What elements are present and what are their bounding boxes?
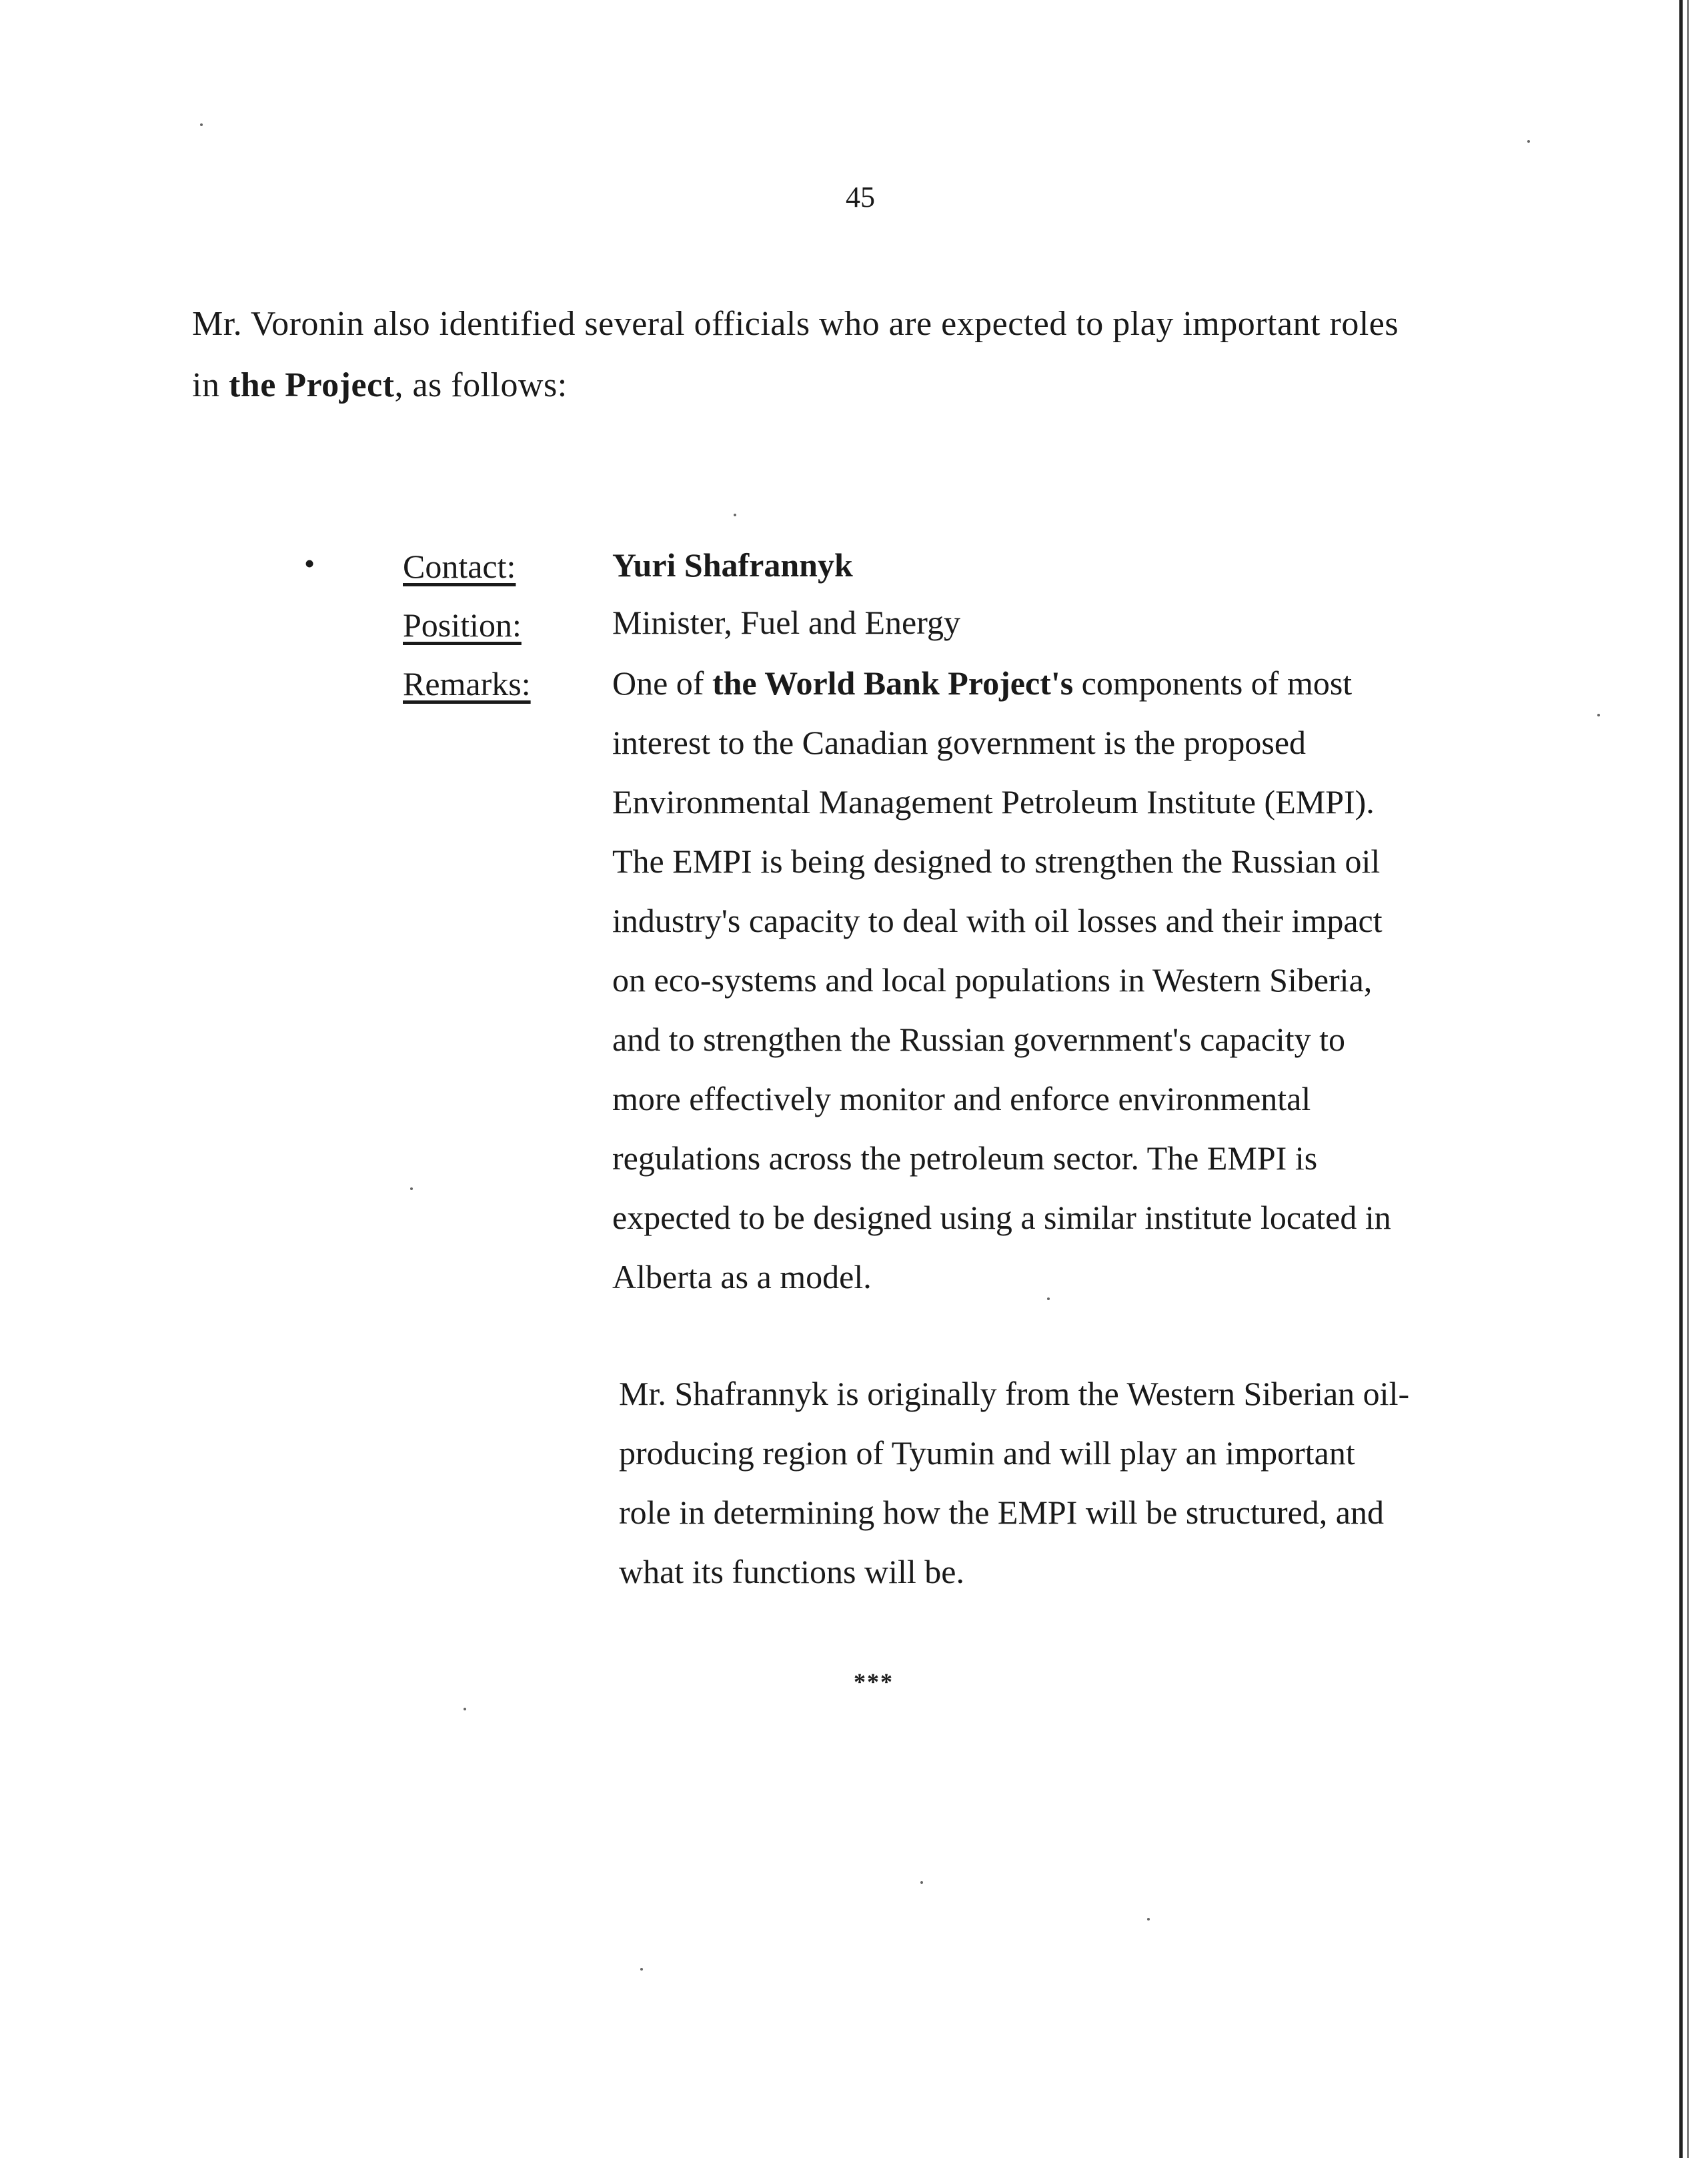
list-bullet: • xyxy=(304,546,315,580)
page-number: 45 xyxy=(846,181,875,213)
remarks-label: Remarks: xyxy=(403,665,531,702)
remarks-text xyxy=(612,654,1559,1307)
intro-line-2-post: , as follows: xyxy=(394,366,568,404)
intro-line-1: Mr. Voronin also identified several officials who are expected to play important roles xyxy=(192,305,1399,343)
contact-label: Contact: xyxy=(403,548,516,585)
para2-line: what its functions will be. xyxy=(619,1553,964,1590)
contact-value: Yuri Shafrannyk xyxy=(612,546,853,584)
remarks-line: more effectively monitor and enforce environmental xyxy=(612,1080,1311,1117)
remarks-line: interest to the Canadian government is the proposed xyxy=(612,724,1307,761)
scan-speck xyxy=(410,1187,413,1190)
remarks-line: industry's capacity to deal with oil losses and their impact xyxy=(612,902,1383,939)
scan-speck xyxy=(1147,1918,1150,1921)
scan-speck xyxy=(640,1968,643,1971)
scan-speck xyxy=(200,123,203,126)
remarks-line-1-pre: One of xyxy=(612,664,712,702)
position-label: Position: xyxy=(403,606,522,644)
page-edge-line-inner xyxy=(1687,0,1689,2158)
page-edge-line xyxy=(1679,0,1683,2158)
section-separator: *** xyxy=(854,1668,894,1695)
scan-speck xyxy=(734,514,736,516)
second-paragraph xyxy=(619,1364,1566,1602)
remarks-line: and to strengthen the Russian government's capacity to xyxy=(612,1021,1346,1058)
remarks-line-1-post: components of most xyxy=(1073,664,1353,702)
intro-paragraph xyxy=(192,294,1566,416)
intro-line-2-pre: in xyxy=(192,366,229,404)
remarks-line: Environmental Management Petroleum Institute (EMPI). xyxy=(612,783,1375,821)
para2-line: Mr. Shafrannyk is originally from the Western Siberian oil- xyxy=(619,1375,1410,1412)
remarks-line xyxy=(612,654,1559,713)
remarks-line: expected to be designed using a similar institute located in xyxy=(612,1199,1391,1236)
scan-speck xyxy=(464,1708,466,1710)
remarks-line: The EMPI is being designed to strengthen the Russian oil xyxy=(612,843,1381,880)
intro-line-2 xyxy=(192,355,1566,416)
remarks-line: Alberta as a model. xyxy=(612,1258,872,1295)
remarks-line: regulations across the petroleum sector. The EMPI is xyxy=(612,1139,1318,1177)
para2-line: role in determining how the EMPI will be structured, and xyxy=(619,1494,1384,1531)
para2-line: producing region of Tyumin and will play an important xyxy=(619,1434,1355,1472)
scan-speck xyxy=(920,1881,923,1884)
world-bank-project-bold: the World Bank Project's xyxy=(712,664,1074,702)
intro-project-bold: the Project xyxy=(228,366,395,404)
scan-speck xyxy=(1527,140,1530,143)
scan-speck xyxy=(1047,1297,1050,1300)
position-value: Minister, Fuel and Energy xyxy=(612,604,960,641)
remarks-line: on eco-systems and local populations in Western Siberia, xyxy=(612,961,1373,999)
scan-speck xyxy=(1597,714,1600,716)
